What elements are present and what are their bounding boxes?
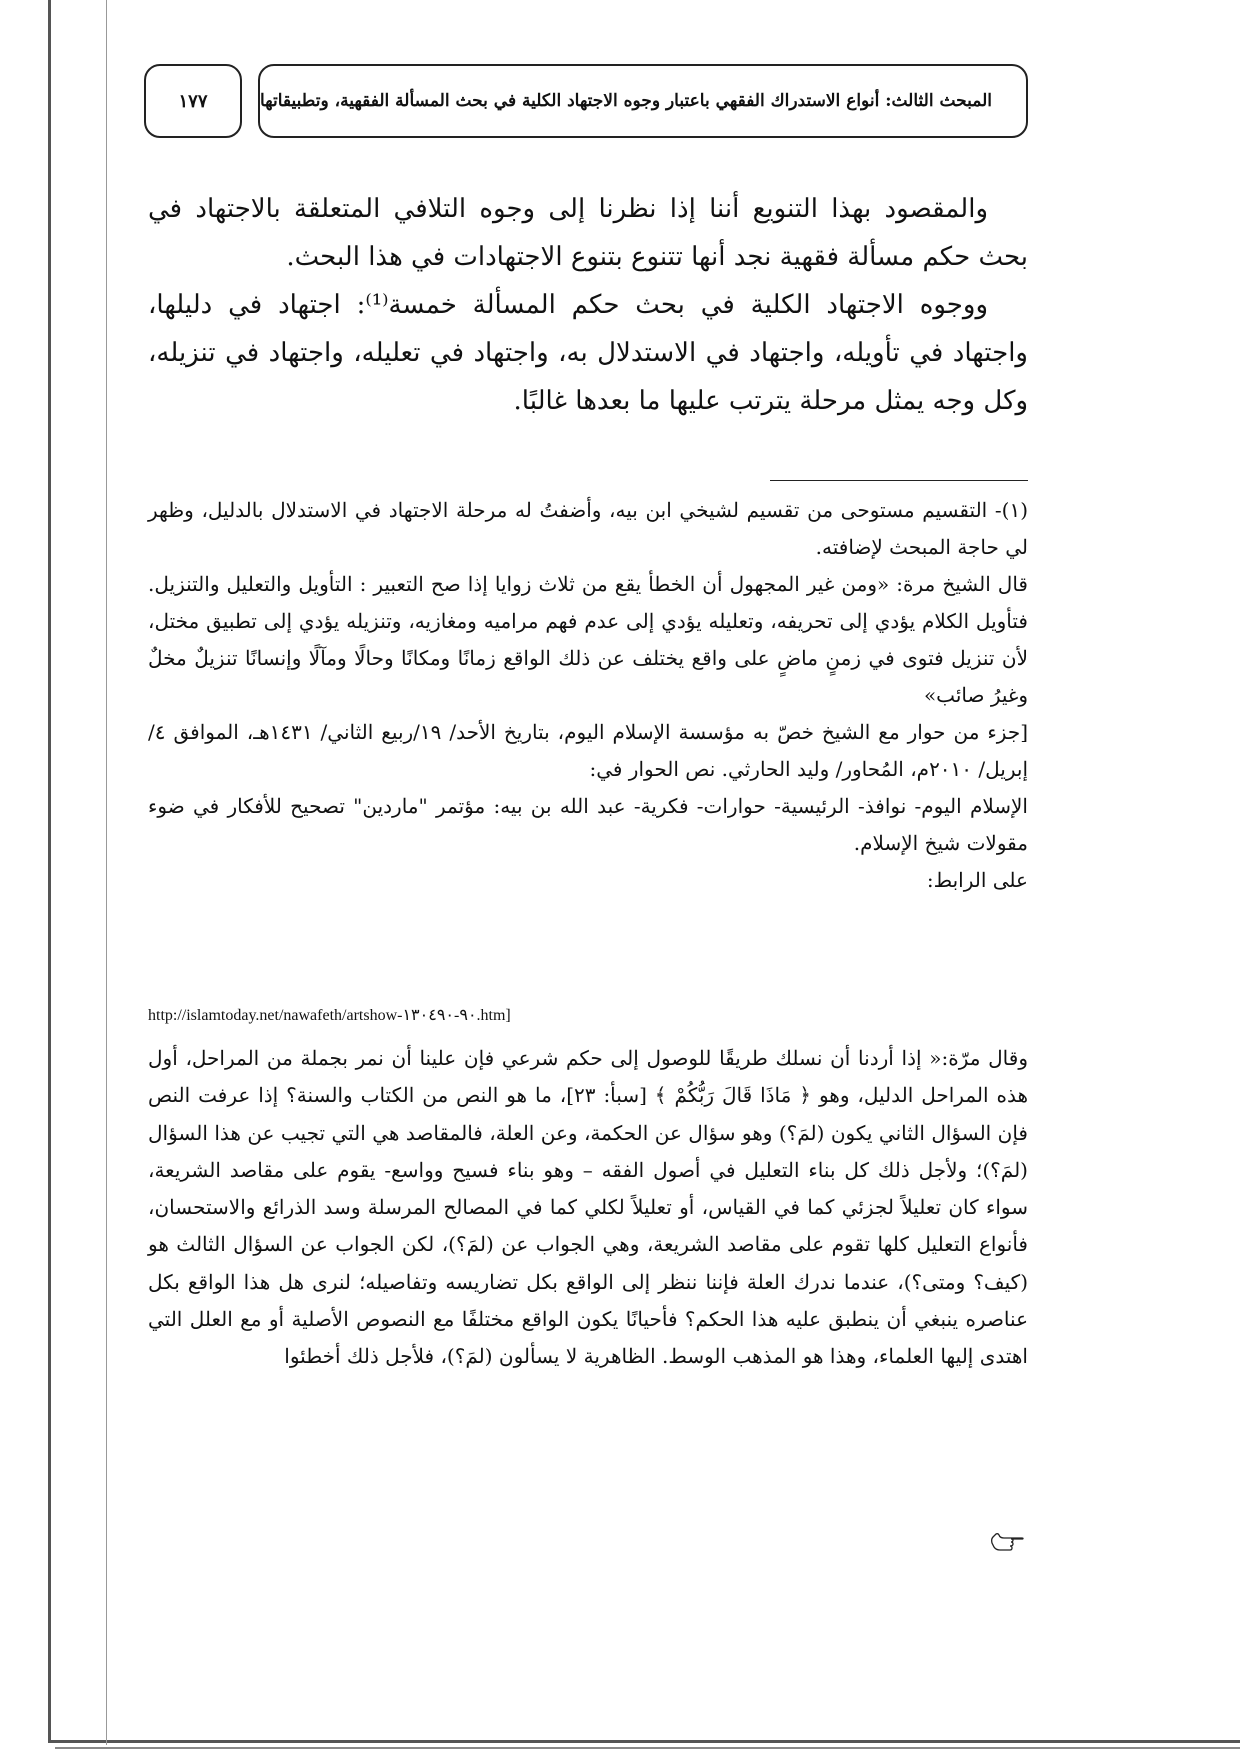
header-title: المبحث الثالث: أنواع الاستدراك الفقهي باعتبار وجوه الاجتهاد الكلية في بحث المسألة الفقهية، وتطبيقاتها [260, 91, 993, 111]
footnote-separator [770, 480, 1028, 481]
footnote-line: على الرابط: [926, 868, 1028, 892]
page-number-box [144, 64, 242, 138]
page-number: ١٧٧ [178, 90, 208, 112]
footnote-quote-block [148, 1040, 1028, 1376]
footnote-line: [جزء من حوار مع الشيخ خصّ به مؤسسة الإسلام اليوم، بتاريخ الأحد/ ١٩/ربيع الثاني/ ١٤٣١هـ، الموافق ٤/إبريل/ ٢٠١٠م، المُحاور/ وليد الحارثي. نص الحوار في: [148, 720, 1028, 781]
running-header [258, 64, 1028, 138]
footnote-url [148, 1005, 1028, 1025]
footnote-block [148, 492, 1028, 899]
footnote-line: قال الشيخ مرة: «ومن غير المجهول أن الخطأ يقع من ثلاث زوايا إذا صح التعبير : التأويل والتعليل والتنزيل. فتأويل الكلام يؤدي إلى تحريفه، وتعليله يؤدي إلى عدم فهم مراميه ومغازيه، وتنزيله يؤدي إلى تطبيق مختل، لأن تنزيل فتوى في زمنٍ ماضٍ على واقع يختلف عن ذلك الواقع زمانًا ومكانًا وحالًا ومآلًا وإنسانًا تنزيلٌ مخلٌ وغيرُ صائب» [148, 572, 1028, 707]
body-paragraph: ووجوه الاجتهاد الكلية في بحث حكم المسألة خمسة⁽¹⁾: اجتهاد في دليلها، واجتهاد في تأويله، واجتهاد في الاستدلال به، واجتهاد في تعليله، واجتهاد في تنزيله، وكل وجه يمثل مرحلة يترتب عليها ما بعدها غالبًا. [148, 290, 1028, 416]
pointing-hand-icon [990, 1530, 1024, 1552]
body-text [148, 185, 1028, 425]
footnote-line: (١)- التقسيم مستوحى من تقسيم لشيخي ابن بيه، وأضفتُ له مرحلة الاجتهاد في الاستدلال بالدليل، وظهر لي حاجة المبحث لإضافته. [148, 498, 1028, 559]
footnote-url-text: http://islamtoday.net/nawafeth/artshow-٩٠-١٣٠٤٩٠.htm] [148, 1007, 511, 1024]
footnote-line: الإسلام اليوم- نوافذ- الرئيسية- حوارات- فكرية- عبد الله بن بيه: مؤتمر "ماردين" تصحيح للأفكار في ضوء مقولات شيخ الإسلام. [148, 794, 1028, 855]
footnote-quote: وقال مرّة:« إذا أردنا أن نسلك طريقًا للوصول إلى حكم شرعي فإن علينا أن نمر بجملة من المراحل، أول هذه المراحل الدليل، وهو ﴿ مَاذَا قَالَ رَبُّكُمْ ﴾ [سبأ: ٢٣]، ما هو النص من الكتاب والسنة؟ إذا عرفت النص فإن السؤال الثاني يكون (لمَ؟) وهو سؤال عن الحكمة، وعن العلة، فالمقاصد هي التي تجيب عن هذا السؤال (لمَ؟)؛ ولأجل ذلك كل بناء التعليل في أصول الفقه – وهو بناء فسيح وواسع- يقوم على مقاصد الشريعة، سواء كان تعليلاً لجزئي كما في القياس، أو تعليلاً لكلي كما في المصالح المرسلة وسد الذرائع والاستحسان، فأنواع التعليل كلها تقوم على مقاصد الشريعة، وهي الجواب عن (لمَ؟)، لكن الجواب عن السؤال الثالث هو (كيف؟ ومتى؟)، عندما ندرك العلة فإننا ننظر إلى الواقع بكل تضاريسه وتفاصيله؛ لنرى هل هذا الواقع بكل عناصره ينبغي أن ينطبق عليه هذا الحكم؟ فأحيانًا يكون الواقع مختلفًا مع النصوص الأصلية أو مع العلل التي اهتدى إليها العلماء، وهذا هو المذهب الوسط. الظاهرية لا يسألون (لمَ؟)، فلأجل ذلك أخطئوا [148, 1046, 1029, 1369]
body-paragraph: والمقصود بهذا التنويع أننا إذا نظرنا إلى وجوه التلافي المتعلقة بالاجتهاد في بحث حكم مسألة فقهية نجد أنها تتنوع بتنوع الاجتهادات في هذا البحث. [148, 194, 1028, 272]
